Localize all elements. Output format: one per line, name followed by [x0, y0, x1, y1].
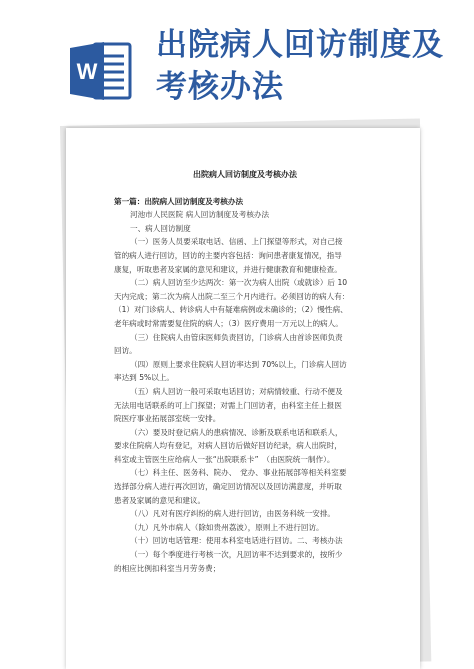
document-line: 患者及家属的意见和建议。 [114, 495, 206, 505]
document-line: 河池市人民医院 病人回访制度及考核办法 [130, 210, 270, 220]
section-heading: 第一篇：出院病人回访制度及考核办法 [114, 196, 244, 206]
document-line: 科室或主管医生应给病人一张“出院联系卡” （由医院统一制作）。 [114, 454, 335, 464]
word-icon-letter: W [76, 59, 98, 84]
document-line: 率达到 5%以上。 [114, 373, 175, 383]
word-doc-icon [68, 38, 134, 104]
document-line: （八）凡对有医疗纠纷的病人进行回访，由医务科统一安排。 [130, 509, 336, 519]
document-body [114, 168, 376, 575]
document-line: （二）病人回访至少达两次：第一次为病人出院（或就诊）后 10 [130, 278, 348, 288]
document-line: 要求住院病人均有登记，对病人回访后做好回访纪录，病人出院时， [114, 441, 342, 451]
document-line: （六）要及时登记病人的患病情况、诊断及联系电话和联系人， [130, 427, 343, 437]
banner-title: 出院病人回访制度及考核办法 [156, 27, 444, 105]
document-line: 选择部分病人进行再次回访，确定回访情况以及回访满意度，并听取 [114, 482, 342, 492]
document-line: 院医疗事业拓展部室统一安排。 [114, 414, 221, 424]
document-lines [114, 195, 376, 576]
document-line: （1）对门诊病人、转诊病人中有疑难病例或未确诊的；（2）慢性病、 [114, 305, 348, 315]
document-line: 康复，听取患者及家属的意见和建议，并进行健康教育和健康检查。 [114, 264, 342, 274]
document-line: 管的病人进行回访，回访的主要内容包括：询问患者康复情况，指导 [114, 250, 342, 260]
document-page [66, 128, 420, 669]
document-line: （五）病人回访一般可采取电话回访；对病情较重、行动不便及 [130, 386, 343, 396]
document-line: 回访。 [114, 346, 137, 356]
document-line: 的相应比例扣科室当月劳务费； [114, 563, 221, 573]
document-line: （三）住院病人由管床医师负责回访，门诊病人由首诊医师负责 [130, 332, 343, 342]
document-line: 老年病或时常需要复住院的病人；（3）医疗费用一万元以上的病人。 [114, 318, 343, 328]
document-line: 天内完成；第二次为病人出院二至三个月内进行。必须回访的病人有： [114, 291, 350, 301]
document-line: （七）科主任、医务科、院办、 党办、事业拓展部等相关科室要 [130, 468, 347, 478]
document-line: （一）医务人员要采取电话、信函、上门探望等形式，对自己接 [130, 237, 343, 247]
document-line: （四）原则上要求住院病人回访率达到 70%以上，门诊病人回访 [130, 359, 347, 369]
document-line: （十）回访电话管理：使用本科室电话进行回访。二、考核办法 [130, 536, 343, 546]
document-line: 一、病人回访制度 [130, 223, 191, 233]
document-line: （一）每个季度进行考核一次，凡回访率不达到要求的，按所少 [130, 550, 343, 560]
document-line: 无法用电话联系的可上门探望；对需上门回访者，由科室主任上报医 [114, 400, 342, 410]
document-line: （九）凡外市病人（除如贵州荔波），原则上不进行回访。 [130, 522, 324, 532]
document-title: 出院病人回访制度及考核办法 [193, 170, 297, 179]
